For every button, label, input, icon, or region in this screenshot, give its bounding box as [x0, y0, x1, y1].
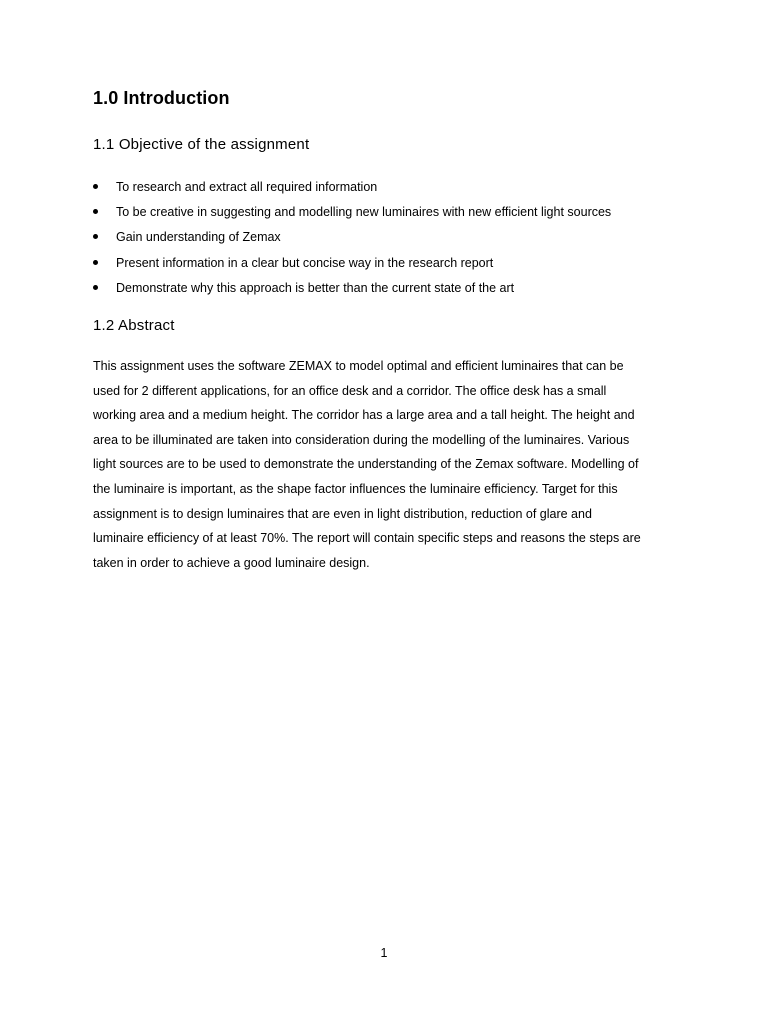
list-item — [93, 177, 693, 202]
abstract-line: working area and a medium height. The corridor has a large area and a tall height. The height and — [93, 408, 635, 423]
bullet-icon — [93, 260, 98, 265]
section-heading-introduction: 1.0 Introduction — [93, 88, 230, 108]
abstract-line: assignment is to design luminaires that are even in light distribution, reduction of glare and — [93, 506, 592, 521]
abstract-paragraph — [93, 356, 673, 577]
list-item-text: Demonstrate why this approach is better than the current state of the art — [116, 280, 515, 295]
page-number: 1 — [380, 946, 388, 960]
abstract-line: light sources are to be used to demonstrate the understanding of the Zemax software. Modelling of — [93, 457, 639, 472]
bullet-icon — [93, 234, 98, 239]
list-item — [93, 202, 693, 227]
list-item — [93, 253, 693, 278]
abstract-line: used for 2 different applications, for an office desk and a corridor. The office desk has a small — [93, 383, 607, 398]
list-item-text: To research and extract all required information — [116, 180, 378, 194]
bullet-icon — [93, 285, 98, 290]
abstract-line: taken in order to achieve a good luminaire design. — [93, 555, 370, 570]
bullet-icon — [93, 209, 98, 214]
abstract-line: luminaire efficiency of at least 70%. The report will contain specific steps and reasons the steps are — [93, 531, 641, 546]
abstract-line: This assignment uses the software ZEMAX to model optimal and efficient luminaires that can be — [93, 359, 624, 373]
list-item-text: To be creative in suggesting and modelling new luminaires with new efficient light sources — [116, 205, 612, 220]
list-item — [93, 227, 693, 252]
list-item — [93, 278, 693, 303]
abstract-line: the luminaire is important, as the shape factor influences the luminaire efficiency. Target for this — [93, 481, 618, 496]
list-item-text: Present information in a clear but concise way in the research report — [116, 255, 494, 270]
subsection-heading-abstract: 1.2 Abstract — [93, 317, 175, 334]
list-item-text: Gain understanding of Zemax — [116, 230, 281, 245]
objectives-list — [93, 177, 693, 303]
subsection-heading-objective: 1.1 Objective of the assignment — [93, 136, 310, 153]
bullet-icon — [93, 184, 98, 189]
abstract-line: area to be illuminated are taken into consideration during the modelling of the luminaires. Various — [93, 432, 630, 447]
